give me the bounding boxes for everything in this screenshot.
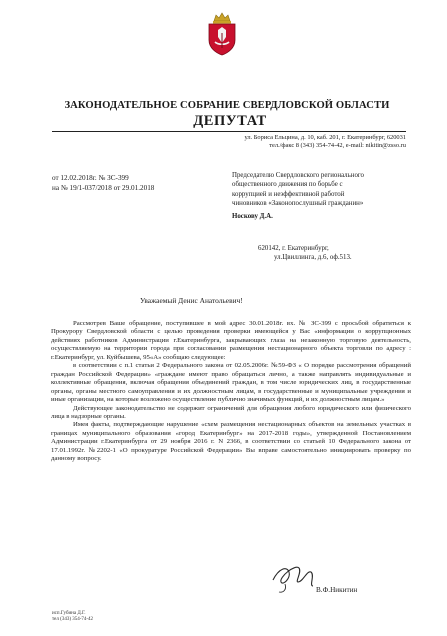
recipient-line: Председателю Свердловского регионального	[232, 172, 365, 179]
letterhead-phone-email: тел./факс 8 (343) 354-74-42, e-mail: nikitin@zsso.ru	[269, 142, 406, 150]
signatory-name: В.Ф.Никитин	[316, 586, 358, 594]
letterhead-contacts	[160, 134, 406, 151]
organization-name: ЗАКОНОДАТЕЛЬНОЕ СОБРАНИЕ СВЕРДЛОВСКОЙ ОБЛАСТИ	[64, 100, 390, 111]
recipient-block	[232, 171, 418, 221]
body-paragraph: в соответствии с п.1 статьи 2 Федерального закона от 02.05.2006г. №59-ФЗ « О порядке рассмотрения обращений граждан Российской Федерации» «граждане имеют право обращаться лично, а также направлять индивидуальные и коллективные обращения, включая обращения объединений граждан, в том числе юридических лиц, в государственные органы, органы местного самоуправления и их должностным лицам, в государственные и муниципальные учреждения и иные организации, на которые возложено осуществление публично значимых функций, и их должностным лицам.»	[51, 362, 411, 404]
letterhead-title: ДЕПУТАТ	[193, 113, 267, 129]
incoming-reference: на № 19/1-037/2018 от 29.01.2018	[52, 183, 155, 192]
recipient-line: коррупцией и неэффективной работой	[232, 190, 345, 198]
executor-phone: тел (343) 354-74-42	[52, 617, 94, 623]
body-paragraph: Действующее законодательство не содержит ограничений для обращения любого юридического или физического лица в надзорные органы.	[51, 404, 411, 420]
coat-of-arms-icon	[205, 12, 239, 56]
executor-note	[52, 611, 93, 624]
address-line-1: 620142, г. Екатеринбург,	[258, 245, 329, 252]
registration-block	[52, 174, 154, 193]
body-paragraph: Имея факты, подтверждающие нарушение «схем размещения нестационарных объектов на земельных участках в границах муниципального образования «город Екатеринбург» на 2017-2018 годы», утвержденной Постановлением Администрации г.Екатеринбурга от 29 ноября 2016 г. N 2366, в соответствии со статьей 10 Федерального закона от 17.01.1992г. №2202-1 «О прокуратуре Российской Федерации» Вы вправе самостоятельно инициировать проверку по данному вопросу.	[51, 421, 411, 463]
address-line-2: ул.Цвиллинга, д.6, оф.513.	[274, 254, 352, 262]
letter-body	[51, 320, 411, 464]
outgoing-number: от 12.02.2018г. № ЗС-399	[52, 174, 129, 182]
letterhead-divider	[52, 131, 406, 132]
recipient-name: Носкову Д.А.	[232, 213, 273, 221]
greeting: Уважаемый Денис Анатольевич!	[140, 296, 243, 305]
body-paragraph: Рассмотрев Ваше обращение, поступившее в мой адрес 30.01.2018г. вх. № ЗС-399 с просьбой обратиться к Прокурору Свердловской области с целью проведения проверки имеющейся у Вас «информации о коррупционных действиях работников Администрации г.Екатеринбурга, закрывающих глаза на незаконную торговую деятельность, осуществляемую на территории города при согласовании размещения нестационарного объекта торговли по адресу : г.Екатеринбург, ул. Куйбышева, 95«А» сообщаю следующее:	[51, 320, 411, 361]
recipient-line: чиновников «Законопослушный гражданин»	[232, 199, 364, 207]
recipient-line: общественного движения по борьбе с	[232, 181, 343, 189]
letterhead-address: ул. Бориса Ельцина, д. 10, каб. 201, г. Екатеринбург, 620031	[244, 134, 406, 141]
executor-name: исп.Губина Д.Г.	[52, 611, 86, 616]
recipient-address	[258, 244, 352, 262]
